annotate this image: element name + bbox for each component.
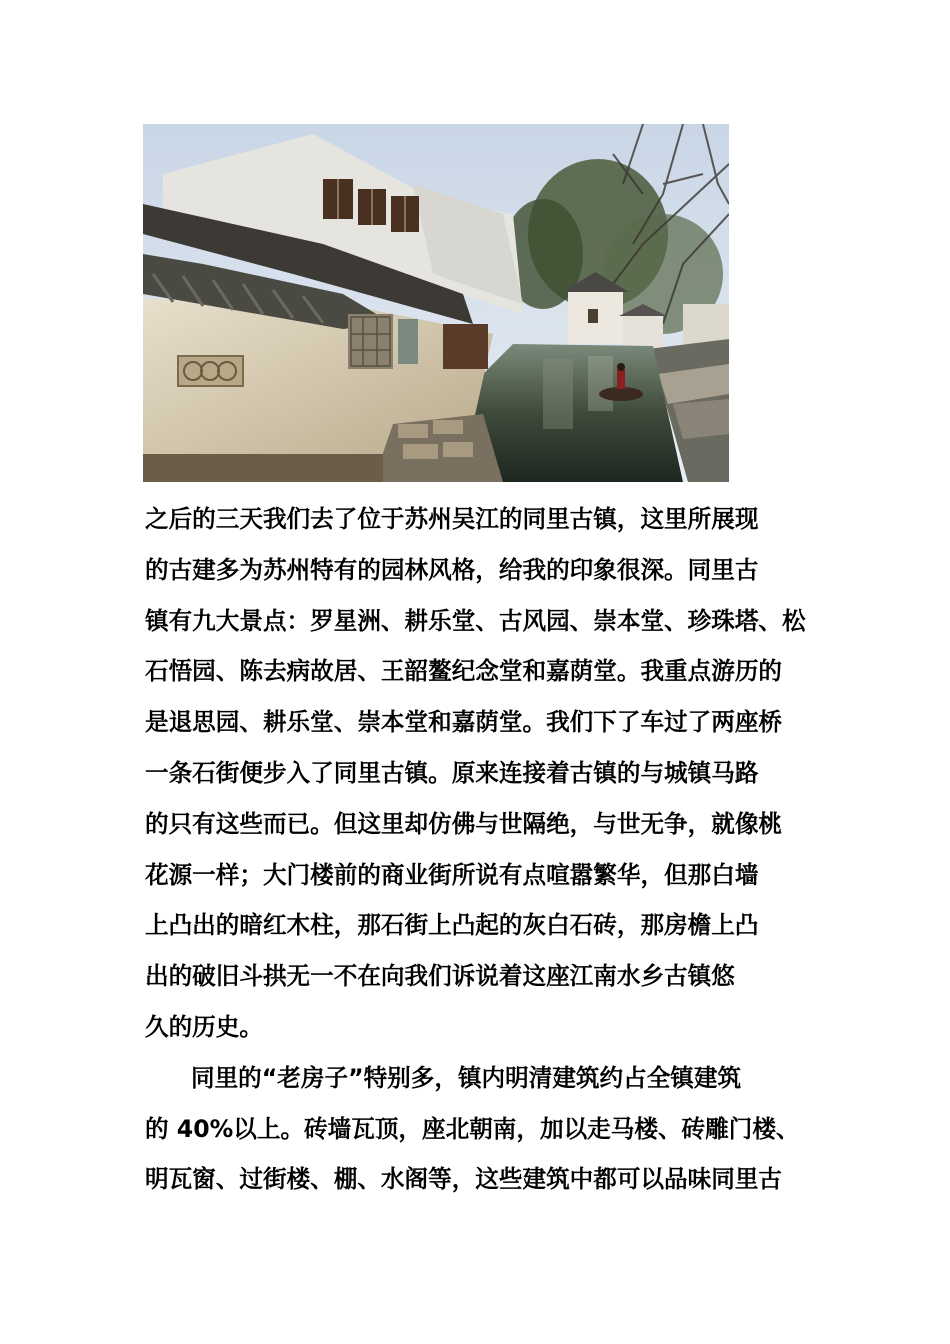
paragraph-1-line: 是退思园、耕乐堂、崇本堂和嘉荫堂。我们下了车过了两座桥 xyxy=(145,708,783,737)
canal-town-illustration xyxy=(143,124,729,482)
paragraph-1-line: 一条石街便步入了同里古镇。原来连接着古镇的与城镇马路 xyxy=(145,758,759,787)
paragraph-2-line: 同里的“老房子”特别多，镇内明清建筑约占全镇建筑 xyxy=(191,1063,742,1092)
canal-town-photo xyxy=(143,124,729,482)
paragraph-1-line: 久的历史。 xyxy=(145,1012,263,1041)
paragraph-1-line: 镇有九大景点：罗星洲、耕乐堂、古风园、崇本堂、珍珠塔、松 xyxy=(145,606,806,635)
article-body xyxy=(145,494,815,1205)
paragraph-1-line: 之后的三天我们去了位于苏州吴江的同里古镇，这里所展现 xyxy=(145,505,759,533)
paragraph-1-line: 石悟园、陈去病故居、王韶鳌纪念堂和嘉荫堂。我重点游历的 xyxy=(145,657,783,686)
paragraph-1-line: 花源一样；大门楼前的商业街所说有点喧嚣繁华，但那白墙 xyxy=(145,860,759,889)
paragraph-2-line: 的 40%以上。砖墙瓦顶，座北朝南，加以走马楼、砖雕门楼、 xyxy=(145,1114,800,1143)
paragraph-1-line: 上凸出的暗红木柱，那石街上凸起的灰白石砖，那房檐上凸 xyxy=(145,911,759,940)
paragraph-2-line: 明瓦窗、过街楼、棚、水阁等，这些建筑中都可以品味同里古 xyxy=(145,1165,783,1194)
paragraph-1-line: 出的破旧斗拱无一不在向我们诉说着这座江南水乡古镇悠 xyxy=(145,962,735,991)
paragraph-1-line: 的只有这些而已。但这里却仿佛与世隔绝，与世无争，就像桃 xyxy=(145,809,783,838)
paragraph-1-line: 的古建多为苏州特有的园林风格，给我的印象很深。同里古 xyxy=(145,555,759,584)
